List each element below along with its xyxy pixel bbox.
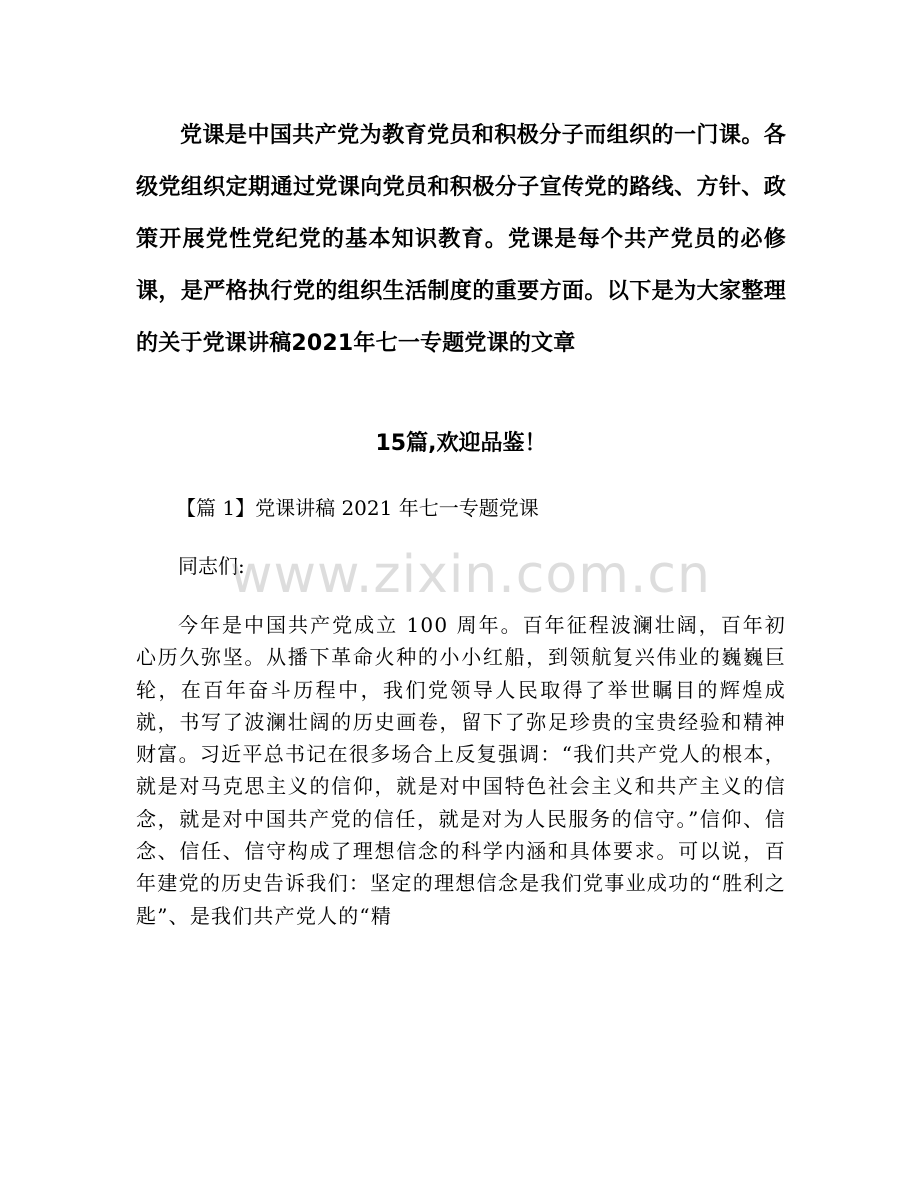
greeting: 同志们: [178, 554, 245, 578]
intro-paragraph-end: 15篇,欢迎品鉴！ [375, 431, 547, 456]
watermark: www.zixin.com.cn [230, 545, 711, 605]
body-paragraph: 今年是中国共产党成立 100 周年。百年征程波澜壮阔，百年初心历久弥坚。从播下革命火种的小小红船，到领航复兴伟业的巍巍巨轮，在百年奋斗历程中，我们党领导人民取得了举世瞩目的辉煌成就，书写了波澜壮阔的历史画卷，留下了弥足珍贵的宝贵经验和精神财富。习近平总书记在很多场合上反复强调：“我们共产党人的根本，就是对马克思主义的信仰，就是对中国特色社会主义和共产主义的信念，就是对中国共产党的信任，就是对为人民服务的信守。”信仰、信念、信任、信守构成了理想信念的科学内涵和具体要求。可以说，百年建党的历史告诉我们：坚定的理想信念是我们党事业成功的“胜利之匙”、是我们共产党人的“精 [136, 613, 786, 928]
intro-paragraph: 党课是中国共产党为教育党员和积极分子而组织的一门课。各级党组织定期通过党课向党员和积极分子宣传党的路线、方针、政策开展党性党纪党的基本知识教育。党课是每个共产党员的必修课，是严格执行党的组织生活制度的重要方面。以下是为大家整理的关于党课讲稿2021年七一专题党课的文章 [136, 123, 786, 356]
section-title: 【篇 1】党课讲稿 2021 年七一专题党课 [176, 496, 539, 520]
